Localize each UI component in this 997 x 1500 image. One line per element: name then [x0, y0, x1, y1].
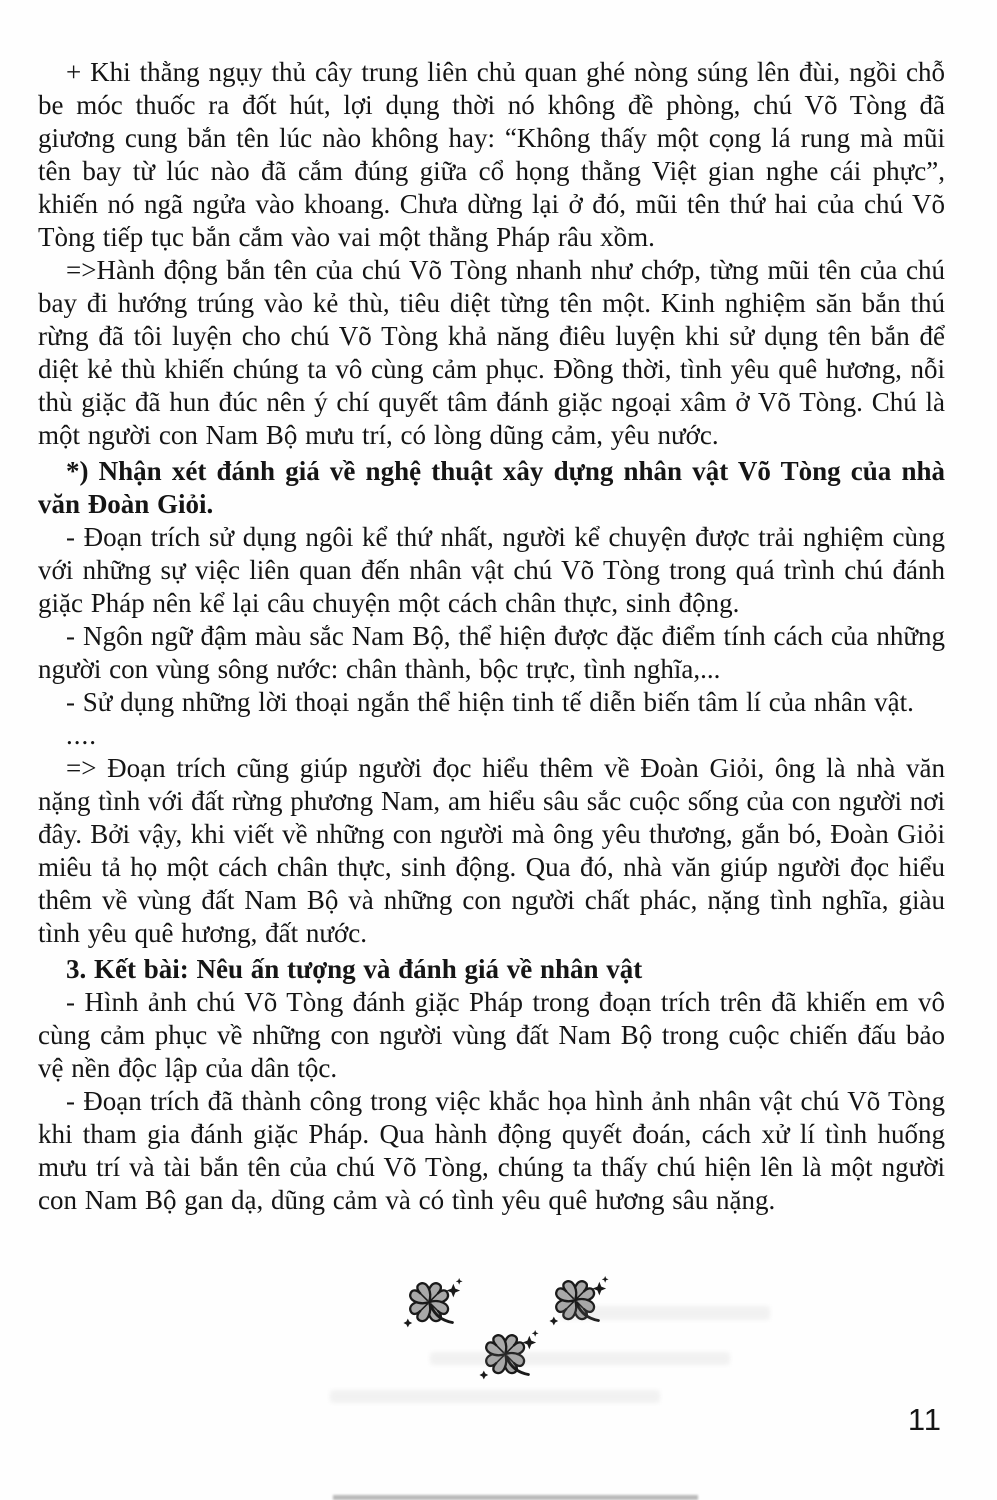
section-heading: 3. Kết bài: Nêu ấn tượng và đánh giá về nhân vật: [66, 954, 643, 984]
paragraph: - Sử dụng những lời thoại ngắn thể hiện tinh tế diễn biến tâm lí của nhân vật.: [66, 687, 914, 717]
paragraph: + Khi thằng ngụy thủ cây trung liên chủ quan ghé nòng súng lên đùi, ngồi chỗ be móc thuốc ra đốt hút, lợi dụng thời nó không đề phòng, chú Võ Tòng đã giương cung bắn tên lúc nào không hay: “Không thấy một cọng lá rung mà mũi tên bay từ lúc nào đã cắm đúng giữa cổ họng thằng Việt gian nghe cái phực”, khiến nó ngã ngửa vào khoang. Chưa dừng lại ở đó, mũi tên thứ hai của chú Võ Tòng tiếp tục bắn cắm vào vai một thằng Pháp râu xồm.: [38, 57, 945, 252]
paragraph: - Ngôn ngữ đậm màu sắc Nam Bộ, thể hiện được đặc điểm tính cách của những người con vùng sông nước: chân thành, bộc trực, tình nghĩa,...: [38, 621, 945, 684]
paragraph: - Đoạn trích đã thành công trong việc khắc họa hình ảnh nhân vật chú Võ Tòng khi tham gia đánh giặc Pháp. Qua hành động quyết đoán, cách xử lí tình huống mưu trí và tài bắn tên của chú Võ Tòng, chúng ta thấy chú hiện lên là một người con Nam Bộ gan dạ, dũng cảm và có tình yêu quê hương sâu nặng.: [38, 1086, 945, 1215]
clover-ornament-icon: [548, 1274, 610, 1336]
scan-bleed-artifact: [430, 1352, 730, 1365]
paragraph: - Hình ảnh chú Võ Tòng đánh giặc Pháp trong đoạn trích trên đã khiến em vô cùng cảm phục về những con người vùng đất Nam Bộ trong cuộc chiến đấu bảo vệ nền độc lập của dân tộc.: [38, 987, 945, 1083]
paragraph: =>Hành động bắn tên của chú Võ Tòng nhanh như chớp, từng mũi tên của chú bay đi hướng trúng vào kẻ thù, tiêu diệt từng tên một. Kinh nghiệm săn bắn thú rừng đã tôi luyện cho chú Võ Tòng khả năng điêu luyện khi sử dụng tên bắn để diệt kẻ thù khiến chúng ta vô cùng cảm phục. Đồng thời, tình yêu quê hương, nỗi thù giặc đã hun đúc nên ý chí quyết tâm đánh giặc ngoại xâm ở Võ Tòng. Chú là một người con Nam Bộ mưu trí, có lòng dũng cảm, yêu nước.: [38, 255, 945, 450]
scan-bleed-artifact: [560, 1306, 770, 1320]
page-text-block: [38, 56, 945, 1217]
section-heading: *) Nhận xét đánh giá về nghệ thuật xây dựng nhân vật Võ Tòng của nhà văn Đoàn Giỏi.: [38, 456, 945, 519]
page-number: 11: [907, 1402, 942, 1437]
ellipsis-line: ....: [66, 720, 97, 750]
scan-bleed-artifact: [330, 1390, 660, 1403]
scan-edge-artifact: [333, 1495, 698, 1500]
paragraph: - Đoạn trích sử dụng ngôi kể thứ nhất, người kể chuyện được trải nghiệm cùng với những sự việc liên quan đến nhân vật chú Võ Tòng trong quá trình chú đánh giặc Pháp nên kể lại câu chuyện một cách chân thực, sinh động.: [38, 522, 945, 618]
paragraph: => Đoạn trích cũng giúp người đọc hiểu thêm về Đoàn Giỏi, ông là nhà văn nặng tình với đất rừng phương Nam, am hiểu sâu sắc cuộc sống của con người nơi đây. Bởi vậy, khi viết về những con người mà ông yêu thương, gắn bó, Đoàn Giỏi miêu tả họ một cách chân thực, sinh động. Qua đó, nhà văn giúp người đọc hiểu thêm về vùng đất Nam Bộ và những con người chất phác, nặng tình nghĩa, giàu tình yêu quê hương, đất nước.: [38, 753, 945, 948]
clover-ornament-icon: [402, 1276, 464, 1338]
